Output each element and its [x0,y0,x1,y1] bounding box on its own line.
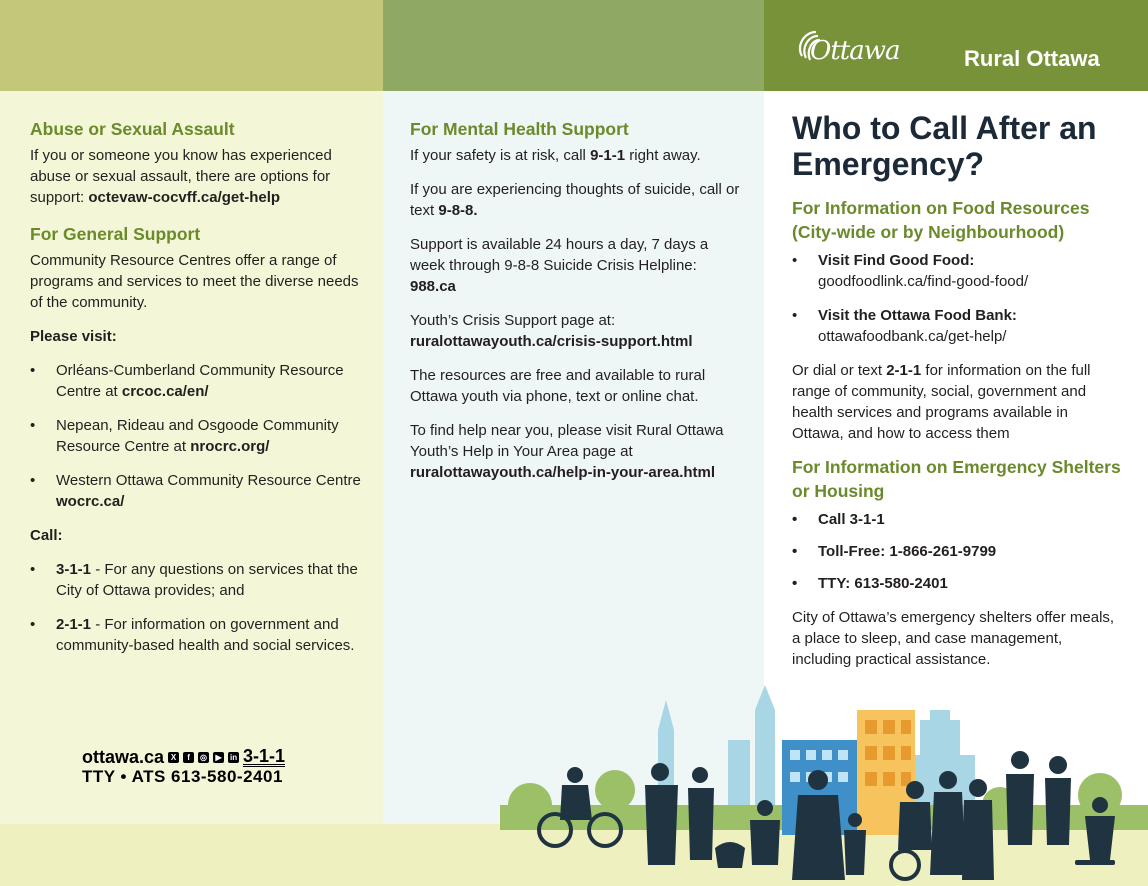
good-food-link[interactable]: goodfoodlink.ca/find-good-food/ [818,273,1029,290]
crisis-support-link[interactable]: ruralottawayouth.ca/crisis-support.html [410,333,693,350]
call-list [30,559,365,656]
mh-p1: If your safety is at risk, call 9-1-1 right away. [410,147,701,164]
ottawa-site-link[interactable]: ottawa.ca [82,747,165,767]
mental-health-section [410,117,745,483]
header-band-middle [383,0,764,91]
community-illustration [500,680,1148,886]
contact-block [82,747,285,787]
mh-p3: Support is available 24 hours a day, 7 days a week through 9-8-8 Suicide Crisis Helpline: 988.ca [410,236,709,295]
shelter-list [792,509,1122,594]
list-item: • Western Ottawa Community Resource Centre wocrc.ca/ [30,472,361,510]
list-item: • Visit the Ottawa Food Bank: ottawafoodbank.ca/get-help/ [792,307,1017,345]
centre-link[interactable]: wocrc.ca/ [56,493,125,510]
food-heading: For Information on Food Resources (City-wide or by Neighbourhood) [792,198,1090,242]
mh-p6: To find help near you, please visit Rural Ottawa Youth’s Help in Your Area page at ruralottawayouth.ca/help-in-your-area.html [410,422,724,481]
mh-p5: The resources are free and available to rural Ottawa youth via phone, text or online chat. [410,367,706,405]
tty-line: TTY • ATS 613-580-2401 [82,767,283,786]
call-label: Call: [30,527,63,544]
header-band-left [0,0,383,91]
x-icon[interactable]: X [168,752,179,763]
logo-wordmark: Ottawa [810,36,900,66]
food-list [792,250,1122,347]
shelter-text: City of Ottawa’s emergency shelters offer meals, a place to sleep, and case management, including practical assistance. [792,609,1115,668]
food-bank-link[interactable]: ottawafoodbank.ca/get-help/ [818,328,1007,345]
mh-p4: Youth’s Crisis Support page at: ruralottawayouth.ca/crisis-support.html [410,312,693,350]
page-title: Who to Call After an Emergency? [792,110,1097,182]
food-section [792,196,1122,444]
help-area-link[interactable]: ruralottawayouth.ca/help-in-your-area.html [410,464,716,481]
centre-link[interactable]: nrocrc.org/ [190,438,270,455]
list-item: • Call 3-1-1 [792,511,885,528]
abuse-heading: Abuse or Sexual Assault [30,119,235,139]
list-item: • Nepean, Rideau and Osgoode Community Resource Centre at nrocrc.org/ [30,417,339,455]
centres-list [30,360,365,512]
region-title: Rural Ottawa [964,46,1100,71]
visit-label: Please visit: [30,328,117,345]
988-link[interactable]: 988.ca [410,278,456,295]
general-text: Community Resource Centres offer a range of programs and services to meet the diverse needs of the community. [30,252,359,311]
centre-link[interactable]: crcoc.ca/en/ [121,383,209,400]
list-item: • 2-1-1 - For information on government and community-based health and social services. [30,616,355,654]
shelter-heading: For Information on Emergency Shelters or Housing [792,457,1121,501]
list-item: • Toll-Free: 1-866-261-9799 [792,543,997,560]
mh-p2: If you are experiencing thoughts of suicide, call or text 9-8-8. [410,181,740,219]
list-item: • Visit Find Good Food: goodfoodlink.ca/find-good-food/ [792,252,1029,290]
general-heading: For General Support [30,224,201,244]
list-item: • 3-1-1 - For any questions on services that the City of Ottawa provides; and [30,561,358,599]
list-item: • TTY: 613-580-2401 [792,575,948,592]
abuse-link[interactable]: octevaw-cocvff.ca/get-help [88,189,281,206]
phone-311: 3-1-1 [243,745,286,766]
list-item: • Orléans-Cumberland Community Resource Centre at crcoc.ca/en/ [30,362,344,400]
general-support-section [30,222,365,656]
shelter-section [792,455,1122,670]
abuse-text: If you or someone you know has experienced abuse or sexual assault, there are options for support: octevaw-cocvff.ca/get-help [30,147,332,206]
facebook-icon[interactable]: f [183,752,194,763]
youtube-icon[interactable]: ▶ [213,752,224,763]
dial-text: Or dial or text 2-1-1 for information on the full range of community, social, government and health services and programs available in Ottawa, and how to access them [792,362,1091,442]
abuse-section [30,117,365,208]
instagram-icon[interactable]: ◎ [198,752,209,763]
mental-health-heading: For Mental Health Support [410,119,629,139]
linkedin-icon[interactable]: in [229,752,238,762]
